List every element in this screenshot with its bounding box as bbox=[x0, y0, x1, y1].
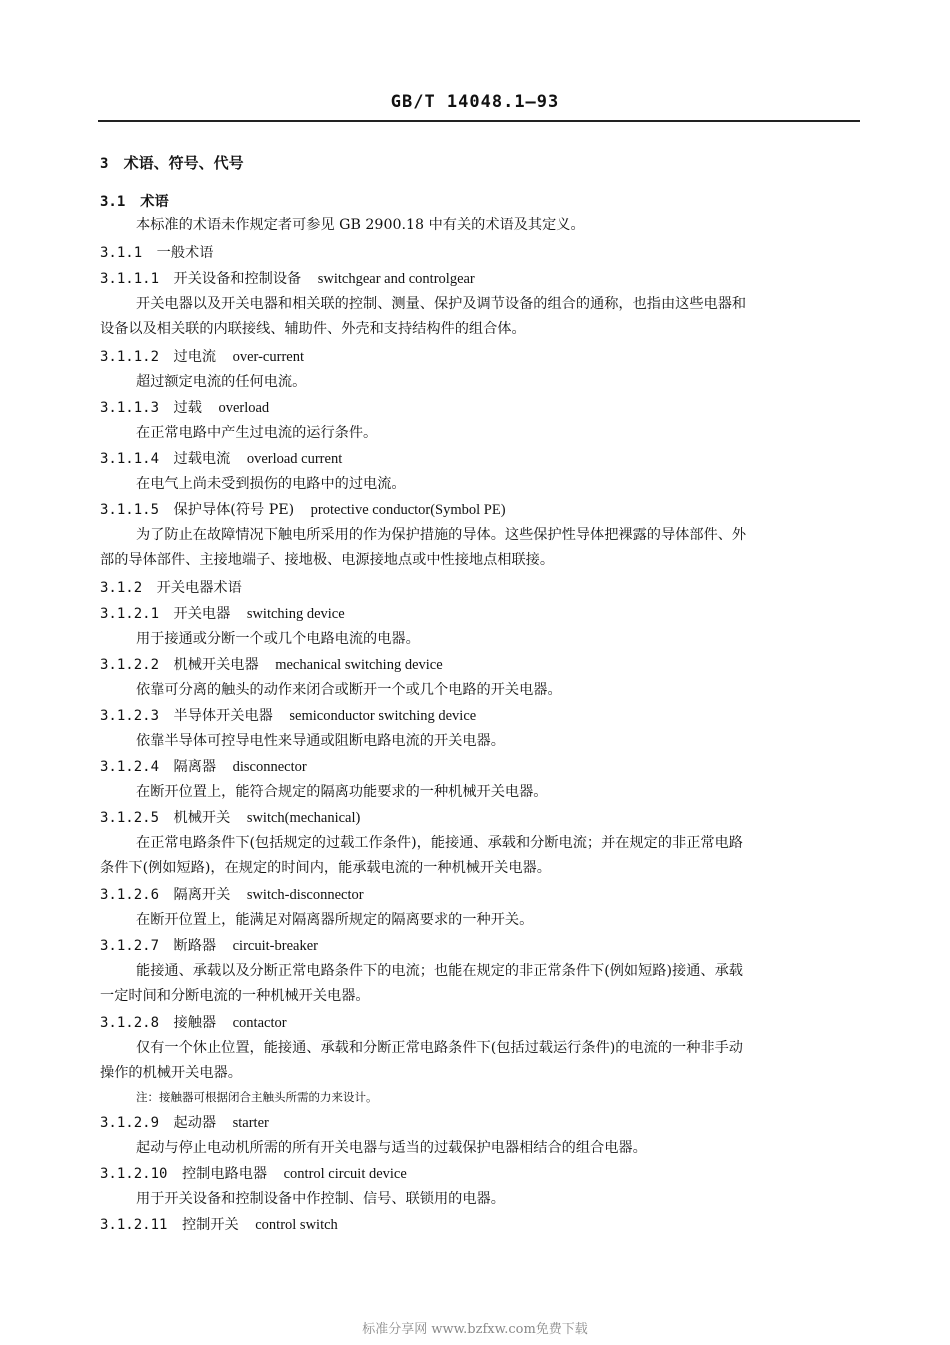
term-definition: 开关电器以及开关电器和相关联的控制、测量、保护及调节设备的组合的通称，也指由这些电器和 bbox=[136, 296, 747, 312]
term-note: 注：接触器可根据闭合主触头所需的力来设计。 bbox=[136, 1090, 378, 1104]
term-cn: 过载 bbox=[173, 400, 202, 416]
term-en: semiconductor switching device bbox=[289, 708, 477, 724]
term-number: 3.1.1.4 bbox=[100, 451, 160, 467]
term-heading bbox=[100, 758, 307, 776]
clause-title: 一般术语 bbox=[156, 245, 214, 261]
term-number: 3.1.2.4 bbox=[100, 759, 160, 775]
term-definition: 在电气上尚未受到损伤的电路中的过电流。 bbox=[136, 476, 406, 492]
term-definition-cont: 部的导体部件、主接地端子、接地极、电源接地点或中性接地点相联接。 bbox=[100, 552, 555, 568]
term-definition: 超过额定电流的任何电流。 bbox=[136, 374, 307, 390]
term-en: protective conductor(Symbol PE) bbox=[310, 502, 506, 518]
term-cn: 过载电流 bbox=[173, 451, 231, 467]
term-heading bbox=[100, 1014, 287, 1032]
term-en: switchgear and controlgear bbox=[317, 271, 475, 287]
term-en: switch(mechanical) bbox=[246, 810, 361, 826]
term-definition: 在断开位置上，能满足对隔离器所规定的隔离要求的一种开关。 bbox=[136, 912, 534, 928]
term-heading bbox=[100, 348, 304, 366]
term-heading bbox=[100, 707, 476, 725]
term-en: switch-disconnector bbox=[246, 887, 364, 903]
term-definition-cont: 条件下(例如短路)，在规定的时间内，能承载电流的一种机械开关电器。 bbox=[100, 860, 551, 876]
term-definition-cont: 一定时间和分断电流的一种机械开关电器。 bbox=[100, 988, 370, 1004]
subsection-number: 3.1 bbox=[100, 194, 126, 210]
term-number: 3.1.2.3 bbox=[100, 708, 160, 724]
term-en: disconnector bbox=[232, 759, 307, 775]
term-heading bbox=[100, 656, 443, 674]
section-heading bbox=[100, 154, 244, 173]
term-heading bbox=[100, 886, 364, 904]
term-heading bbox=[100, 605, 345, 623]
section-number: 3 bbox=[100, 156, 109, 172]
term-cn: 断路器 bbox=[173, 938, 217, 954]
term-number: 3.1.1.2 bbox=[100, 349, 160, 365]
term-cn: 半导体开关电器 bbox=[173, 708, 273, 724]
term-definition: 能接通、承载以及分断正常电路条件下的电流；也能在规定的非正常条件下(例如短路)接通、承载 bbox=[136, 963, 743, 979]
term-cn: 控制开关 bbox=[181, 1217, 239, 1233]
header-rule bbox=[98, 120, 860, 122]
term-definition: 用于接通或分断一个或几个电路电流的电器。 bbox=[136, 631, 420, 647]
clause-number: 3.1.1 bbox=[100, 245, 143, 261]
term-cn: 机械开关电器 bbox=[173, 657, 259, 673]
term-number: 3.1.2.5 bbox=[100, 810, 160, 826]
term-number: 3.1.2.2 bbox=[100, 657, 160, 673]
subsection-title: 术语 bbox=[140, 194, 169, 210]
term-cn: 过电流 bbox=[173, 349, 217, 365]
term-heading bbox=[100, 450, 342, 468]
term-definition: 依靠半导体可控导电性来导通或阻断电路电流的开关电器。 bbox=[136, 733, 505, 749]
term-heading bbox=[100, 937, 318, 955]
standard-code-header: GB/T 14048.1—93 bbox=[390, 92, 560, 112]
term-number: 3.1.1.1 bbox=[100, 271, 160, 287]
term-definition: 为了防止在故障情况下触电所采用的作为保护措施的导体。这些保护性导体把裸露的导体部件、外 bbox=[136, 527, 747, 543]
subsection-intro: 本标准的术语未作规定者可参见 GB 2900.18 中有关的术语及其定义。 bbox=[136, 217, 585, 233]
term-number: 3.1.2.9 bbox=[100, 1115, 160, 1131]
term-cn: 接触器 bbox=[173, 1015, 217, 1031]
section-title: 术语、符号、代号 bbox=[123, 154, 244, 172]
term-heading bbox=[100, 1114, 269, 1132]
term-cn: 隔离开关 bbox=[173, 887, 231, 903]
term-en: starter bbox=[232, 1115, 269, 1131]
clause-heading bbox=[100, 579, 242, 597]
term-heading bbox=[100, 1216, 338, 1234]
term-number: 3.1.2.1 bbox=[100, 606, 160, 622]
term-en: overload current bbox=[246, 451, 343, 467]
clause-title: 开关电器术语 bbox=[156, 580, 242, 596]
term-cn: 机械开关 bbox=[173, 810, 231, 826]
term-number: 3.1.2.10 bbox=[100, 1166, 168, 1182]
term-en: over-current bbox=[232, 349, 304, 365]
term-number: 3.1.1.3 bbox=[100, 400, 160, 416]
footer-watermark: 标准分享网 www.bzfxw.com免费下载 bbox=[362, 1322, 588, 1337]
term-heading bbox=[100, 1165, 407, 1183]
term-definition-cont: 操作的机械开关电器。 bbox=[100, 1065, 242, 1081]
term-en: overload bbox=[218, 400, 270, 416]
term-en: switching device bbox=[246, 606, 345, 622]
clause-number: 3.1.2 bbox=[100, 580, 143, 596]
term-cn: 保护导体(符号 PE) bbox=[173, 502, 295, 518]
term-definition: 在正常电路条件下(包括规定的过载工作条件)，能接通、承载和分断电流；并在规定的非正常电路 bbox=[136, 835, 743, 851]
term-definition: 依靠可分离的触头的动作来闭合或断开一个或几个电路的开关电器。 bbox=[136, 682, 562, 698]
term-number: 3.1.2.8 bbox=[100, 1015, 160, 1031]
term-heading bbox=[100, 809, 360, 827]
term-cn: 开关设备和控制设备 bbox=[173, 271, 302, 287]
term-cn: 控制电路电器 bbox=[181, 1166, 268, 1182]
term-definition: 仅有一个休止位置，能接通、承载和分断正常电路条件下(包括过载运行条件)的电流的一种非手动 bbox=[136, 1040, 743, 1056]
term-en: circuit-breaker bbox=[232, 938, 318, 954]
term-en: mechanical switching device bbox=[275, 657, 443, 673]
term-definition: 在断开位置上，能符合规定的隔离功能要求的一种机械开关电器。 bbox=[136, 784, 548, 800]
term-en: control circuit device bbox=[283, 1166, 407, 1182]
term-number: 3.1.2.11 bbox=[100, 1217, 168, 1233]
term-cn: 开关电器 bbox=[173, 606, 231, 622]
term-definition: 用于开关设备和控制设备中作控制、信号、联锁用的电器。 bbox=[136, 1191, 505, 1207]
term-heading bbox=[100, 270, 475, 288]
subsection-heading bbox=[100, 193, 169, 211]
term-heading bbox=[100, 501, 506, 519]
term-number: 3.1.2.6 bbox=[100, 887, 160, 903]
term-heading bbox=[100, 399, 269, 417]
term-cn: 隔离器 bbox=[173, 759, 217, 775]
term-number: 3.1.1.5 bbox=[100, 502, 160, 518]
term-definition: 在正常电路中产生过电流的运行条件。 bbox=[136, 425, 378, 441]
term-number: 3.1.2.7 bbox=[100, 938, 160, 954]
clause-heading bbox=[100, 244, 213, 262]
term-definition-cont: 设备以及相关联的内联接线、辅助件、外壳和支持结构件的组合体。 bbox=[100, 321, 526, 337]
term-cn: 起动器 bbox=[173, 1115, 217, 1131]
term-definition: 起动与停止电动机所需的所有开关电器与适当的过载保护电器相结合的组合电器。 bbox=[136, 1140, 647, 1156]
term-en: contactor bbox=[232, 1015, 287, 1031]
term-en: control switch bbox=[255, 1217, 338, 1233]
